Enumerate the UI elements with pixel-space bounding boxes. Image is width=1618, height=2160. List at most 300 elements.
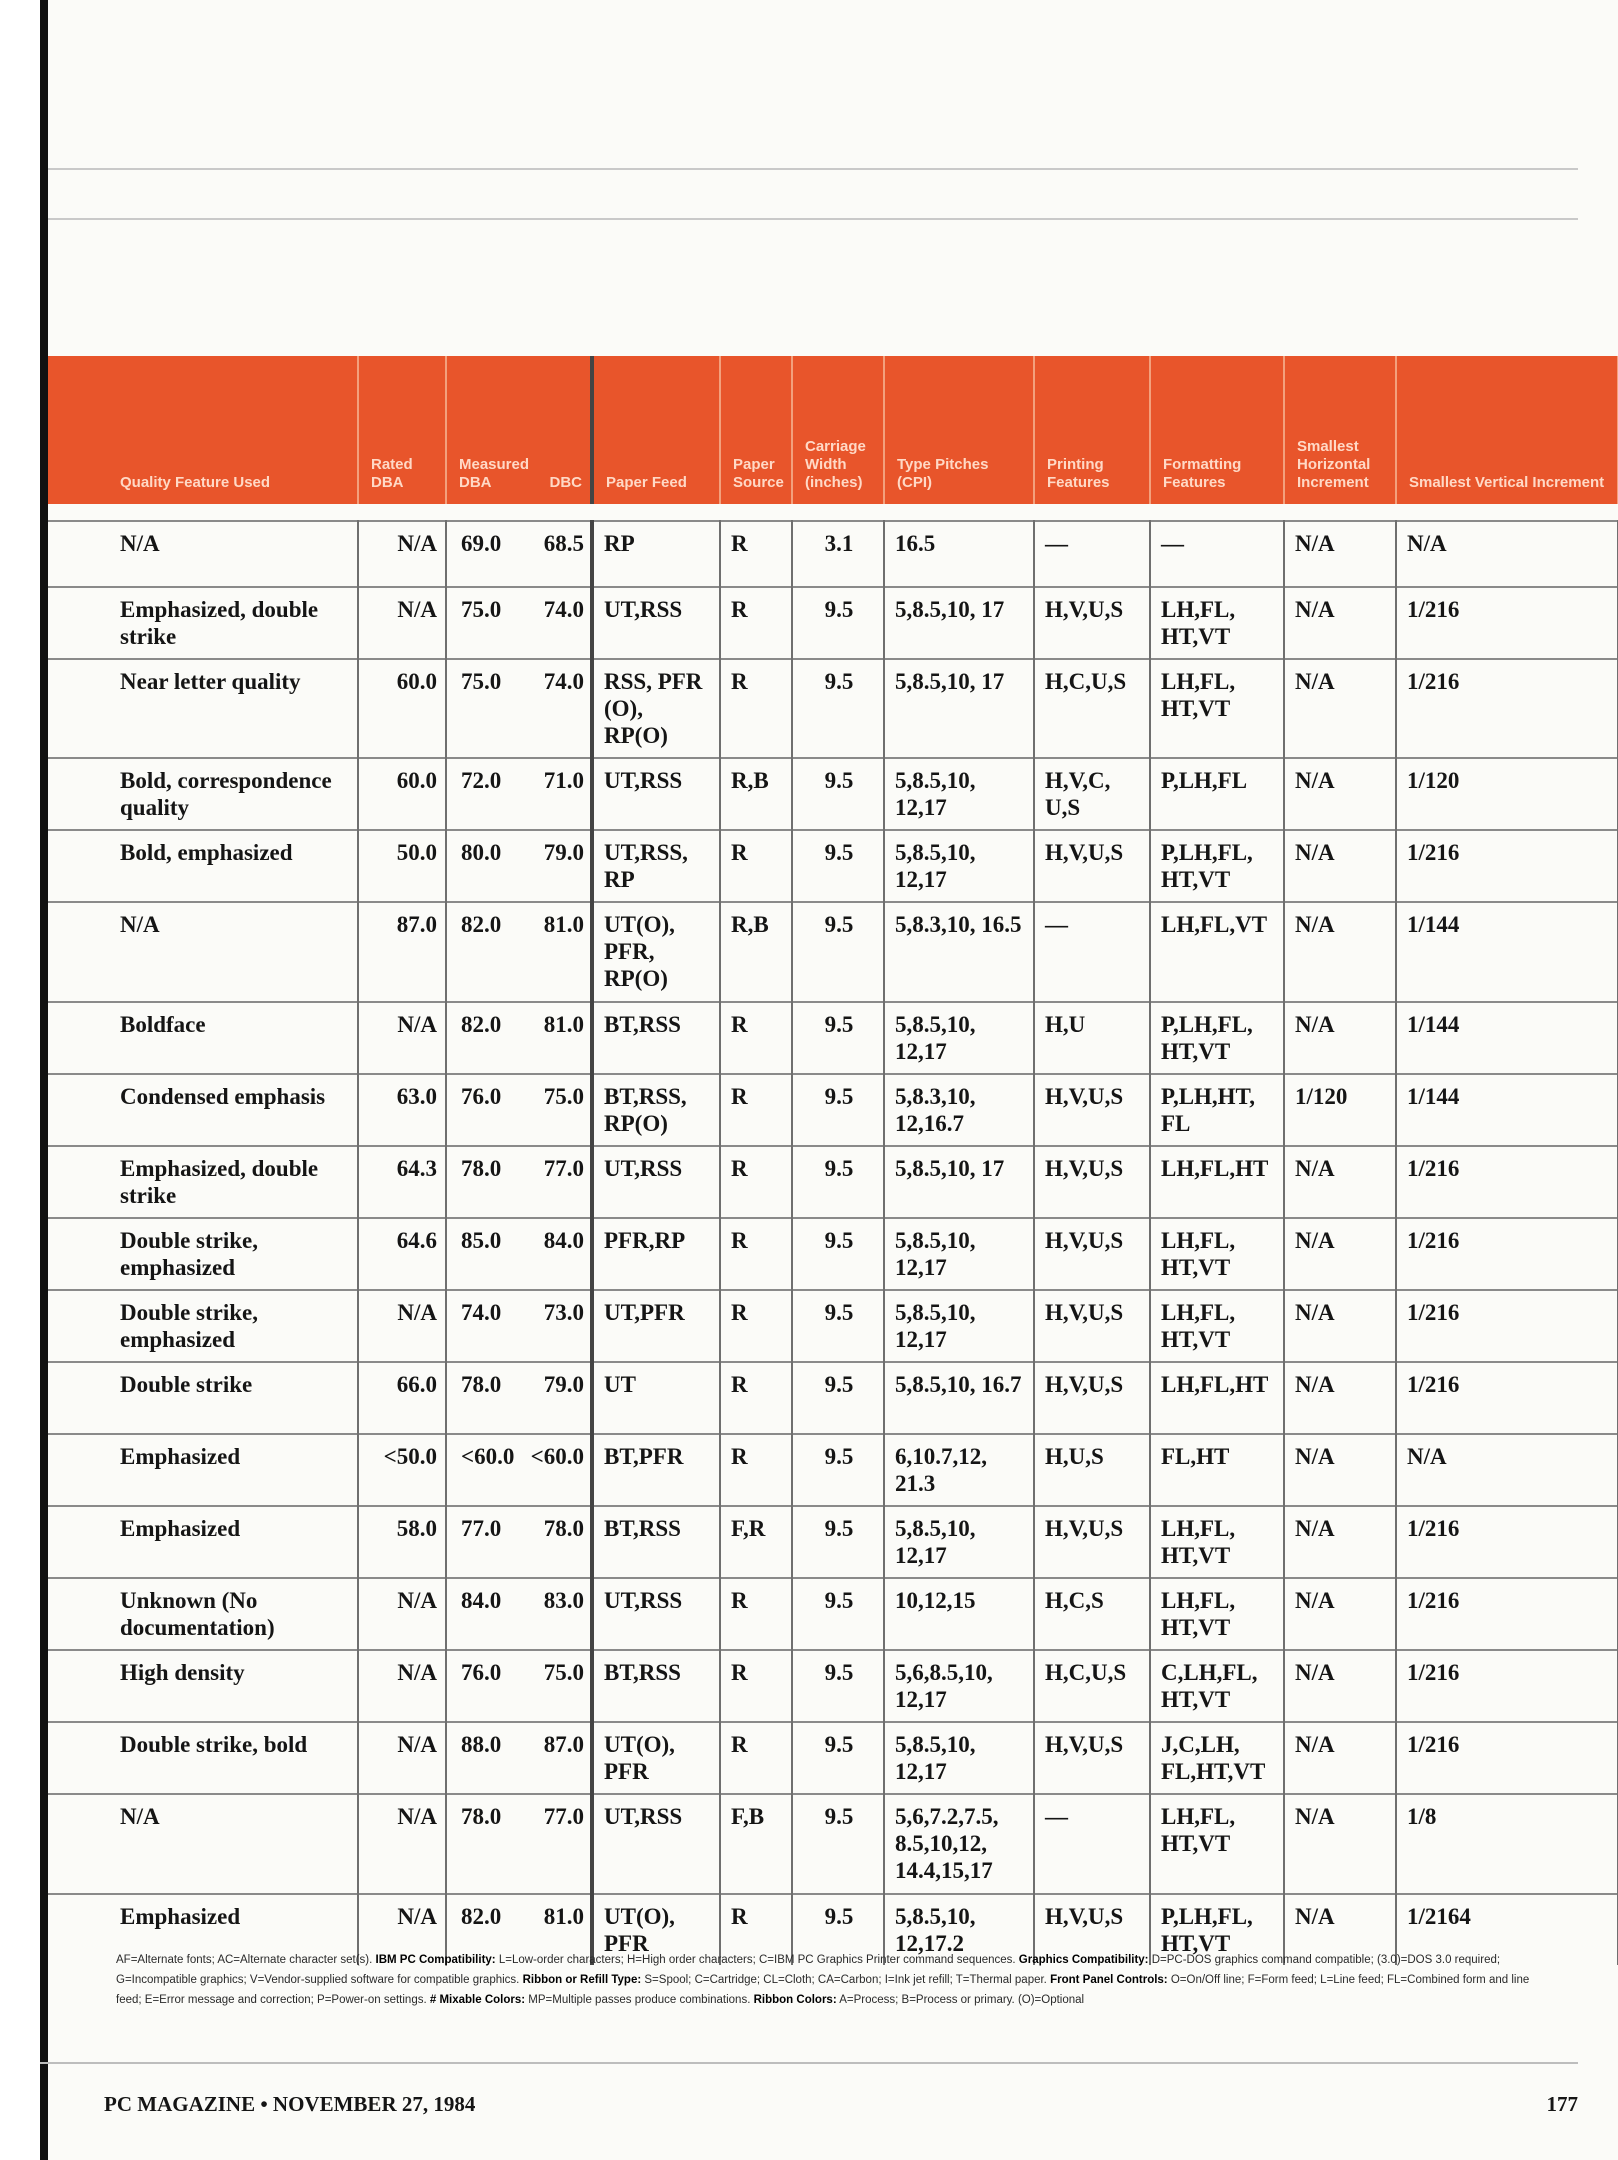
cell-measured — [446, 1578, 592, 1650]
cell-measured-dba: 69.0 — [461, 531, 502, 556]
cell-paper-source: R — [720, 1290, 792, 1362]
cell-measured — [446, 758, 592, 830]
table-row — [48, 758, 1618, 830]
cell-measured — [446, 1722, 592, 1794]
cell-horizontal-increment: N/A — [1284, 902, 1396, 1002]
cell-formatting-features: P,LH,FL, HT,VT — [1150, 830, 1284, 902]
cell-vertical-increment: 1/216 — [1396, 1650, 1618, 1722]
cell-vertical-increment: 1/216 — [1396, 1722, 1618, 1794]
header-horizontal-increment: Smallest Horizontal Increment — [1284, 356, 1396, 504]
cell-type-pitches: 16.5 — [884, 521, 1034, 587]
cell-quality-feature: High density — [48, 1650, 358, 1722]
table-header-row — [48, 356, 1618, 504]
cell-measured — [446, 1218, 592, 1290]
cell-vertical-increment: 1/216 — [1396, 587, 1618, 659]
table-row — [48, 1074, 1618, 1146]
cell-paper-source: R — [720, 1362, 792, 1434]
cell-paper-feed: UT,RSS — [592, 1578, 720, 1650]
cell-measured-dbc: 74.0 — [543, 669, 584, 694]
cell-quality-feature: N/A — [48, 521, 358, 587]
header-paper-feed: Paper Feed — [592, 356, 720, 504]
cell-carriage-width: 9.5 — [792, 1578, 884, 1650]
cell-paper-source: R — [720, 830, 792, 902]
cell-horizontal-increment: N/A — [1284, 1290, 1396, 1362]
cell-carriage-width: 9.5 — [792, 902, 884, 1002]
cell-carriage-width: 9.5 — [792, 1146, 884, 1218]
table-row — [48, 1218, 1618, 1290]
cell-measured-dba: 88.0 — [461, 1732, 502, 1757]
cell-type-pitches: 5,6,8.5,10, 12,17 — [884, 1650, 1034, 1722]
cell-paper-source: R — [720, 1722, 792, 1794]
cell-measured-dba: 82.0 — [461, 1012, 502, 1037]
cell-measured-dbc: 81.0 — [543, 1904, 584, 1929]
cell-measured-dba: <60.0 — [461, 1444, 515, 1469]
cell-paper-source: R — [720, 1650, 792, 1722]
cell-horizontal-increment: N/A — [1284, 659, 1396, 758]
cell-rated-dba: N/A — [358, 1894, 446, 1965]
cell-vertical-increment: 1/216 — [1396, 1146, 1618, 1218]
cell-carriage-width: 9.5 — [792, 1506, 884, 1578]
cell-formatting-features: LH,FL,HT — [1150, 1146, 1284, 1218]
cell-paper-source: F,R — [720, 1506, 792, 1578]
cell-quality-feature: Double strike — [48, 1362, 358, 1434]
cell-rated-dba: N/A — [358, 1290, 446, 1362]
cell-carriage-width: 9.5 — [792, 1894, 884, 1965]
cell-quality-feature: Bold, emphasized — [48, 830, 358, 902]
cell-formatting-features: LH,FL, HT,VT — [1150, 587, 1284, 659]
cell-type-pitches: 5,8.3,10, 12,16.7 — [884, 1074, 1034, 1146]
cell-type-pitches: 5,8.5,10, 12,17 — [884, 830, 1034, 902]
cell-paper-feed: RSS, PFR (O), RP(O) — [592, 659, 720, 758]
cell-measured — [446, 659, 592, 758]
cell-rated-dba: 63.0 — [358, 1074, 446, 1146]
table-footnote — [116, 1950, 1536, 2010]
cell-carriage-width: 9.5 — [792, 1434, 884, 1506]
cell-paper-feed: RP — [592, 521, 720, 587]
cell-type-pitches: 5,8.5,10, 12,17 — [884, 1506, 1034, 1578]
cell-formatting-features: LH,FL, HT,VT — [1150, 1578, 1284, 1650]
cell-formatting-features: P,LH,FL, HT,VT — [1150, 1894, 1284, 1965]
table-row — [48, 1794, 1618, 1894]
cell-paper-feed: UT,RSS, RP — [592, 830, 720, 902]
cell-carriage-width: 9.5 — [792, 1650, 884, 1722]
cell-carriage-width: 9.5 — [792, 659, 884, 758]
header-rated-dba: Rated DBA — [358, 356, 446, 504]
cell-paper-source: F,B — [720, 1794, 792, 1894]
cell-measured — [446, 1506, 592, 1578]
cell-type-pitches: 5,8.5,10, 12,17 — [884, 1218, 1034, 1290]
cell-quality-feature: Emphasized — [48, 1506, 358, 1578]
cell-printing-features: H,V,U,S — [1034, 1146, 1150, 1218]
cell-measured — [446, 902, 592, 1002]
table-row — [48, 902, 1618, 1002]
cell-measured-dbc: 71.0 — [543, 768, 584, 793]
cell-carriage-width: 9.5 — [792, 1362, 884, 1434]
cell-measured — [446, 587, 592, 659]
cell-measured-dbc: 73.0 — [543, 1300, 584, 1325]
cell-printing-features: — — [1034, 902, 1150, 1002]
cell-horizontal-increment: N/A — [1284, 1794, 1396, 1894]
cell-paper-feed: UT,RSS — [592, 1794, 720, 1894]
cell-formatting-features: LH,FL, HT,VT — [1150, 659, 1284, 758]
header-measured-dba: DBA — [459, 474, 492, 491]
cell-printing-features: H,U,S — [1034, 1434, 1150, 1506]
cell-measured-dbc: 79.0 — [543, 840, 584, 865]
footnote-text: MP=Multiple passes produce combinations. — [525, 1994, 754, 2006]
cell-quality-feature: Double strike, bold — [48, 1722, 358, 1794]
cell-measured-dba: 77.0 — [461, 1516, 502, 1541]
cell-quality-feature: Emphasized, double strike — [48, 1146, 358, 1218]
header-type-pitches: Type Pitches (CPI) — [884, 356, 1034, 504]
footnote-term: Ribbon or Refill Type: — [522, 1974, 642, 1986]
cell-paper-source: R — [720, 1146, 792, 1218]
cell-measured-dba: 85.0 — [461, 1228, 502, 1253]
cell-printing-features: H,V,U,S — [1034, 1290, 1150, 1362]
cell-quality-feature: Emphasized, double strike — [48, 587, 358, 659]
header-measured-dbc: DBC — [549, 474, 582, 491]
cell-formatting-features: LH,FL,VT — [1150, 902, 1284, 1002]
cell-formatting-features: P,LH,HT, FL — [1150, 1074, 1284, 1146]
cell-measured-dba: 82.0 — [461, 912, 502, 937]
cell-vertical-increment: 1/216 — [1396, 830, 1618, 902]
cell-vertical-increment: N/A — [1396, 1434, 1618, 1506]
cell-vertical-increment: 1/144 — [1396, 902, 1618, 1002]
cell-rated-dba: 60.0 — [358, 659, 446, 758]
cell-measured-dba: 80.0 — [461, 840, 502, 865]
cell-quality-feature: Double strike, emphasized — [48, 1290, 358, 1362]
cell-horizontal-increment: N/A — [1284, 758, 1396, 830]
cell-measured-dbc: 83.0 — [543, 1588, 584, 1613]
cell-vertical-increment: 1/216 — [1396, 1578, 1618, 1650]
cell-type-pitches: 5,8.5,10, 16.7 — [884, 1362, 1034, 1434]
table-row — [48, 659, 1618, 758]
header-measured-label: Measured — [459, 456, 530, 473]
table-row — [48, 1722, 1618, 1794]
footnote-text: L=Low-order characters; H=High order characters; C=IBM PC Graphics Printer command sequences. — [495, 1954, 1019, 1966]
cell-horizontal-increment: N/A — [1284, 1002, 1396, 1074]
cell-carriage-width: 9.5 — [792, 1002, 884, 1074]
cell-paper-source: R — [720, 521, 792, 587]
cell-rated-dba: 60.0 — [358, 758, 446, 830]
cell-quality-feature: Boldface — [48, 1002, 358, 1074]
cell-rated-dba: N/A — [358, 1722, 446, 1794]
cell-formatting-features: LH,FL,HT — [1150, 1362, 1284, 1434]
page-footer-publication: PC MAGAZINE • NOVEMBER 27, 1984 — [104, 2092, 476, 2116]
cell-measured-dbc: 78.0 — [543, 1516, 584, 1541]
cell-paper-feed: UT(O), PFR — [592, 1894, 720, 1965]
cell-type-pitches: 5,8.5,10, 12,17 — [884, 1722, 1034, 1794]
cell-horizontal-increment: N/A — [1284, 1146, 1396, 1218]
header-printing-features: Printing Features — [1034, 356, 1150, 504]
cell-measured-dbc: 75.0 — [543, 1084, 584, 1109]
cell-measured — [446, 1002, 592, 1074]
cell-printing-features: H,V,U,S — [1034, 1722, 1150, 1794]
cell-horizontal-increment: N/A — [1284, 1894, 1396, 1965]
cell-quality-feature: Near letter quality — [48, 659, 358, 758]
page-binding-edge — [0, 0, 48, 2160]
cell-measured — [446, 1074, 592, 1146]
cell-rated-dba: N/A — [358, 521, 446, 587]
table-row — [48, 1290, 1618, 1362]
cell-measured — [446, 1362, 592, 1434]
cell-printing-features: H,V,U,S — [1034, 830, 1150, 902]
header-quality: Quality Feature Used — [48, 356, 358, 504]
cell-quality-feature: Bold, correspondence quality — [48, 758, 358, 830]
cell-paper-feed: UT(O), PFR, RP(O) — [592, 902, 720, 1002]
cell-formatting-features: P,LH,FL — [1150, 758, 1284, 830]
footnote-term: # Mixable Colors: — [429, 1994, 526, 2006]
footnote-term: Front Panel Controls: — [1050, 1974, 1168, 1986]
cell-horizontal-increment: N/A — [1284, 830, 1396, 902]
cell-horizontal-increment: N/A — [1284, 1362, 1396, 1434]
cell-type-pitches: 5,8.5,10, 12,17 — [884, 1290, 1034, 1362]
table-row — [48, 1362, 1618, 1434]
cell-carriage-width: 9.5 — [792, 587, 884, 659]
cell-quality-feature: N/A — [48, 902, 358, 1002]
cell-measured-dbc: 79.0 — [543, 1372, 584, 1397]
divider-bottom — [40, 2062, 1578, 2064]
cell-quality-feature: Double strike, emphasized — [48, 1218, 358, 1290]
cell-measured — [446, 1290, 592, 1362]
cell-formatting-features: — — [1150, 521, 1284, 587]
cell-printing-features: H,V,U,S — [1034, 587, 1150, 659]
divider-top — [48, 168, 1578, 170]
cell-printing-features: H,C,S — [1034, 1578, 1150, 1650]
cell-paper-feed: BT,RSS — [592, 1506, 720, 1578]
cell-paper-feed: BT,RSS — [592, 1650, 720, 1722]
cell-measured-dbc: 84.0 — [543, 1228, 584, 1253]
table-row — [48, 830, 1618, 902]
table-row — [48, 1650, 1618, 1722]
cell-quality-feature: Unknown (No documentation) — [48, 1578, 358, 1650]
table-row — [48, 521, 1618, 587]
cell-carriage-width: 9.5 — [792, 1290, 884, 1362]
cell-vertical-increment: 1/8 — [1396, 1794, 1618, 1894]
cell-horizontal-increment: N/A — [1284, 521, 1396, 587]
cell-carriage-width: 9.5 — [792, 1794, 884, 1894]
cell-formatting-features: LH,FL, HT,VT — [1150, 1218, 1284, 1290]
cell-paper-source: R — [720, 587, 792, 659]
cell-horizontal-increment: N/A — [1284, 1506, 1396, 1578]
cell-paper-feed: UT,RSS — [592, 758, 720, 830]
cell-paper-feed: BT,PFR — [592, 1434, 720, 1506]
cell-carriage-width: 9.5 — [792, 1218, 884, 1290]
cell-vertical-increment: N/A — [1396, 521, 1618, 587]
cell-rated-dba: 64.3 — [358, 1146, 446, 1218]
divider-top-2 — [48, 218, 1578, 220]
cell-printing-features: H,U — [1034, 1002, 1150, 1074]
cell-paper-feed: UT — [592, 1362, 720, 1434]
cell-paper-feed: UT,PFR — [592, 1290, 720, 1362]
table-row — [48, 1002, 1618, 1074]
cell-measured-dba: 76.0 — [461, 1660, 502, 1685]
cell-vertical-increment: 1/144 — [1396, 1002, 1618, 1074]
cell-type-pitches: 10,12,15 — [884, 1578, 1034, 1650]
cell-printing-features: H,C,U,S — [1034, 659, 1150, 758]
header-vertical-increment: Smallest Vertical Increment — [1396, 356, 1618, 504]
cell-paper-feed: BT,RSS — [592, 1002, 720, 1074]
table-row — [48, 587, 1618, 659]
cell-horizontal-increment: N/A — [1284, 1650, 1396, 1722]
cell-carriage-width: 9.5 — [792, 1074, 884, 1146]
cell-horizontal-increment: N/A — [1284, 1722, 1396, 1794]
footnote-term: IBM PC Compatibility: — [375, 1954, 496, 1966]
cell-measured — [446, 830, 592, 902]
cell-measured-dbc: <60.0 — [530, 1444, 584, 1469]
cell-paper-feed: PFR,RP — [592, 1218, 720, 1290]
cell-measured-dbc: 81.0 — [543, 912, 584, 937]
footnote-text: A=Process; B=Process or primary. (O)=Optional — [836, 1994, 1085, 2006]
cell-vertical-increment: 1/216 — [1396, 1506, 1618, 1578]
cell-rated-dba: 58.0 — [358, 1506, 446, 1578]
cell-paper-source: R,B — [720, 758, 792, 830]
cell-rated-dba: N/A — [358, 1794, 446, 1894]
table-row — [48, 1146, 1618, 1218]
cell-horizontal-increment: N/A — [1284, 1434, 1396, 1506]
cell-printing-features: H,V,U,S — [1034, 1218, 1150, 1290]
footnote-term: Graphics Compatibility: — [1018, 1954, 1149, 1966]
cell-carriage-width: 9.5 — [792, 830, 884, 902]
cell-type-pitches: 5,6,7.2,7.5, 8.5,10,12, 14.4,15,17 — [884, 1794, 1034, 1894]
cell-measured-dbc: 68.5 — [543, 531, 584, 556]
cell-paper-source: R — [720, 1218, 792, 1290]
cell-measured — [446, 1434, 592, 1506]
footnote-term: Ribbon Colors: — [753, 1994, 837, 2006]
cell-formatting-features: FL,HT — [1150, 1434, 1284, 1506]
cell-paper-feed: BT,RSS, RP(O) — [592, 1074, 720, 1146]
cell-measured-dba: 78.0 — [461, 1156, 502, 1181]
cell-measured-dba: 84.0 — [461, 1588, 502, 1613]
table-row — [48, 1506, 1618, 1578]
footnote-text: S=Spool; C=Cartridge; CL=Cloth; CA=Carbon; I=Ink jet refill; T=Thermal paper. — [641, 1974, 1051, 1986]
header-paper-source: Paper Source — [720, 356, 792, 504]
cell-paper-source: R — [720, 1074, 792, 1146]
cell-quality-feature: Emphasized — [48, 1434, 358, 1506]
cell-type-pitches: 5,8.5,10, 17 — [884, 1146, 1034, 1218]
cell-rated-dba: N/A — [358, 587, 446, 659]
cell-type-pitches: 6,10.7,12, 21.3 — [884, 1434, 1034, 1506]
cell-vertical-increment: 1/2164 — [1396, 1894, 1618, 1965]
cell-printing-features: H,V,U,S — [1034, 1506, 1150, 1578]
cell-vertical-increment: 1/216 — [1396, 1290, 1618, 1362]
cell-measured-dba: 78.0 — [461, 1372, 502, 1397]
cell-measured-dba: 72.0 — [461, 768, 502, 793]
cell-measured-dba: 78.0 — [461, 1804, 502, 1829]
header-measured — [446, 356, 592, 504]
cell-paper-source: R — [720, 1894, 792, 1965]
cell-printing-features: H,V,U,S — [1034, 1894, 1150, 1965]
cell-rated-dba: <50.0 — [358, 1434, 446, 1506]
cell-vertical-increment: 1/216 — [1396, 1362, 1618, 1434]
cell-paper-source: R,B — [720, 902, 792, 1002]
cell-type-pitches: 5,8.5,10, 12,17.2 — [884, 1894, 1034, 1965]
table-row — [48, 1434, 1618, 1506]
cell-vertical-increment: 1/216 — [1396, 659, 1618, 758]
cell-horizontal-increment: N/A — [1284, 1578, 1396, 1650]
printer-features-table — [48, 356, 1618, 1965]
cell-measured-dbc: 74.0 — [543, 597, 584, 622]
cell-carriage-width: 3.1 — [792, 521, 884, 587]
cell-paper-source: R — [720, 1002, 792, 1074]
cell-rated-dba: 87.0 — [358, 902, 446, 1002]
cell-quality-feature: Condensed emphasis — [48, 1074, 358, 1146]
cell-measured-dbc: 87.0 — [543, 1732, 584, 1757]
footnote-text: AF=Alternate fonts; AC=Alternate character set(s). — [116, 1954, 376, 1966]
cell-vertical-increment: 1/120 — [1396, 758, 1618, 830]
cell-carriage-width: 9.5 — [792, 758, 884, 830]
cell-printing-features: H,V,U,S — [1034, 1074, 1150, 1146]
page-number: 177 — [1546, 2092, 1578, 2116]
cell-type-pitches: 5,8.3,10, 16.5 — [884, 902, 1034, 1002]
cell-measured-dba: 82.0 — [461, 1904, 502, 1929]
cell-measured-dba: 75.0 — [461, 597, 502, 622]
footnote-text: O=On/Off line; F=Form feed; L=Line feed; FL=Combined form and line feed; E=Error message and correction; P=Power-on settings. — [116, 1974, 1530, 2006]
cell-measured-dba: 74.0 — [461, 1300, 502, 1325]
cell-measured-dbc: 81.0 — [543, 1012, 584, 1037]
cell-type-pitches: 5,8.5,10, 17 — [884, 659, 1034, 758]
cell-formatting-features: LH,FL, HT,VT — [1150, 1290, 1284, 1362]
cell-measured-dba: 75.0 — [461, 669, 502, 694]
cell-horizontal-increment: N/A — [1284, 587, 1396, 659]
cell-paper-feed: UT,RSS — [592, 1146, 720, 1218]
cell-measured — [446, 1650, 592, 1722]
cell-printing-features: H,V,C, U,S — [1034, 758, 1150, 830]
cell-printing-features: — — [1034, 1794, 1150, 1894]
cell-rated-dba: 64.6 — [358, 1218, 446, 1290]
cell-rated-dba: N/A — [358, 1578, 446, 1650]
cell-horizontal-increment: 1/120 — [1284, 1074, 1396, 1146]
table-row — [48, 1578, 1618, 1650]
cell-measured — [446, 1794, 592, 1894]
header-formatting-features: Formatting Features — [1150, 356, 1284, 504]
cell-quality-feature: Emphasized — [48, 1894, 358, 1965]
cell-formatting-features: LH,FL, HT,VT — [1150, 1506, 1284, 1578]
cell-formatting-features: LH,FL, HT,VT — [1150, 1794, 1284, 1894]
cell-paper-feed: UT,RSS — [592, 587, 720, 659]
cell-formatting-features: J,C,LH, FL,HT,VT — [1150, 1722, 1284, 1794]
cell-paper-source: R — [720, 1578, 792, 1650]
cell-printing-features: — — [1034, 521, 1150, 587]
cell-measured-dbc: 77.0 — [543, 1156, 584, 1181]
cell-horizontal-increment: N/A — [1284, 1218, 1396, 1290]
cell-measured — [446, 521, 592, 587]
cell-quality-feature: N/A — [48, 1794, 358, 1894]
cell-type-pitches: 5,8.5,10, 12,17 — [884, 758, 1034, 830]
cell-type-pitches: 5,8.5,10, 12,17 — [884, 1002, 1034, 1074]
cell-rated-dba: N/A — [358, 1002, 446, 1074]
cell-carriage-width: 9.5 — [792, 1722, 884, 1794]
cell-vertical-increment: 1/144 — [1396, 1074, 1618, 1146]
header-carriage-width: Carriage Width (inches) — [792, 356, 884, 504]
cell-paper-source: R — [720, 1434, 792, 1506]
cell-formatting-features: C,LH,FL, HT,VT — [1150, 1650, 1284, 1722]
cell-measured-dbc: 77.0 — [543, 1804, 584, 1829]
cell-paper-source: R — [720, 659, 792, 758]
cell-rated-dba: 66.0 — [358, 1362, 446, 1434]
cell-formatting-features: P,LH,FL, HT,VT — [1150, 1002, 1284, 1074]
cell-printing-features: H,C,U,S — [1034, 1650, 1150, 1722]
cell-type-pitches: 5,8.5,10, 17 — [884, 587, 1034, 659]
footnote-text: D=PC-DOS graphics command compatible; (3.0)=DOS 3.0 required; G=Incompatible graphics; V=Vendor-supplied software for compatible graphics. — [116, 1954, 1501, 1986]
cell-printing-features: H,V,U,S — [1034, 1362, 1150, 1434]
cell-paper-feed: UT(O), PFR — [592, 1722, 720, 1794]
cell-vertical-increment: 1/216 — [1396, 1218, 1618, 1290]
cell-measured-dba: 76.0 — [461, 1084, 502, 1109]
cell-measured-dbc: 75.0 — [543, 1660, 584, 1685]
cell-rated-dba: 50.0 — [358, 830, 446, 902]
cell-measured — [446, 1146, 592, 1218]
cell-rated-dba: N/A — [358, 1650, 446, 1722]
